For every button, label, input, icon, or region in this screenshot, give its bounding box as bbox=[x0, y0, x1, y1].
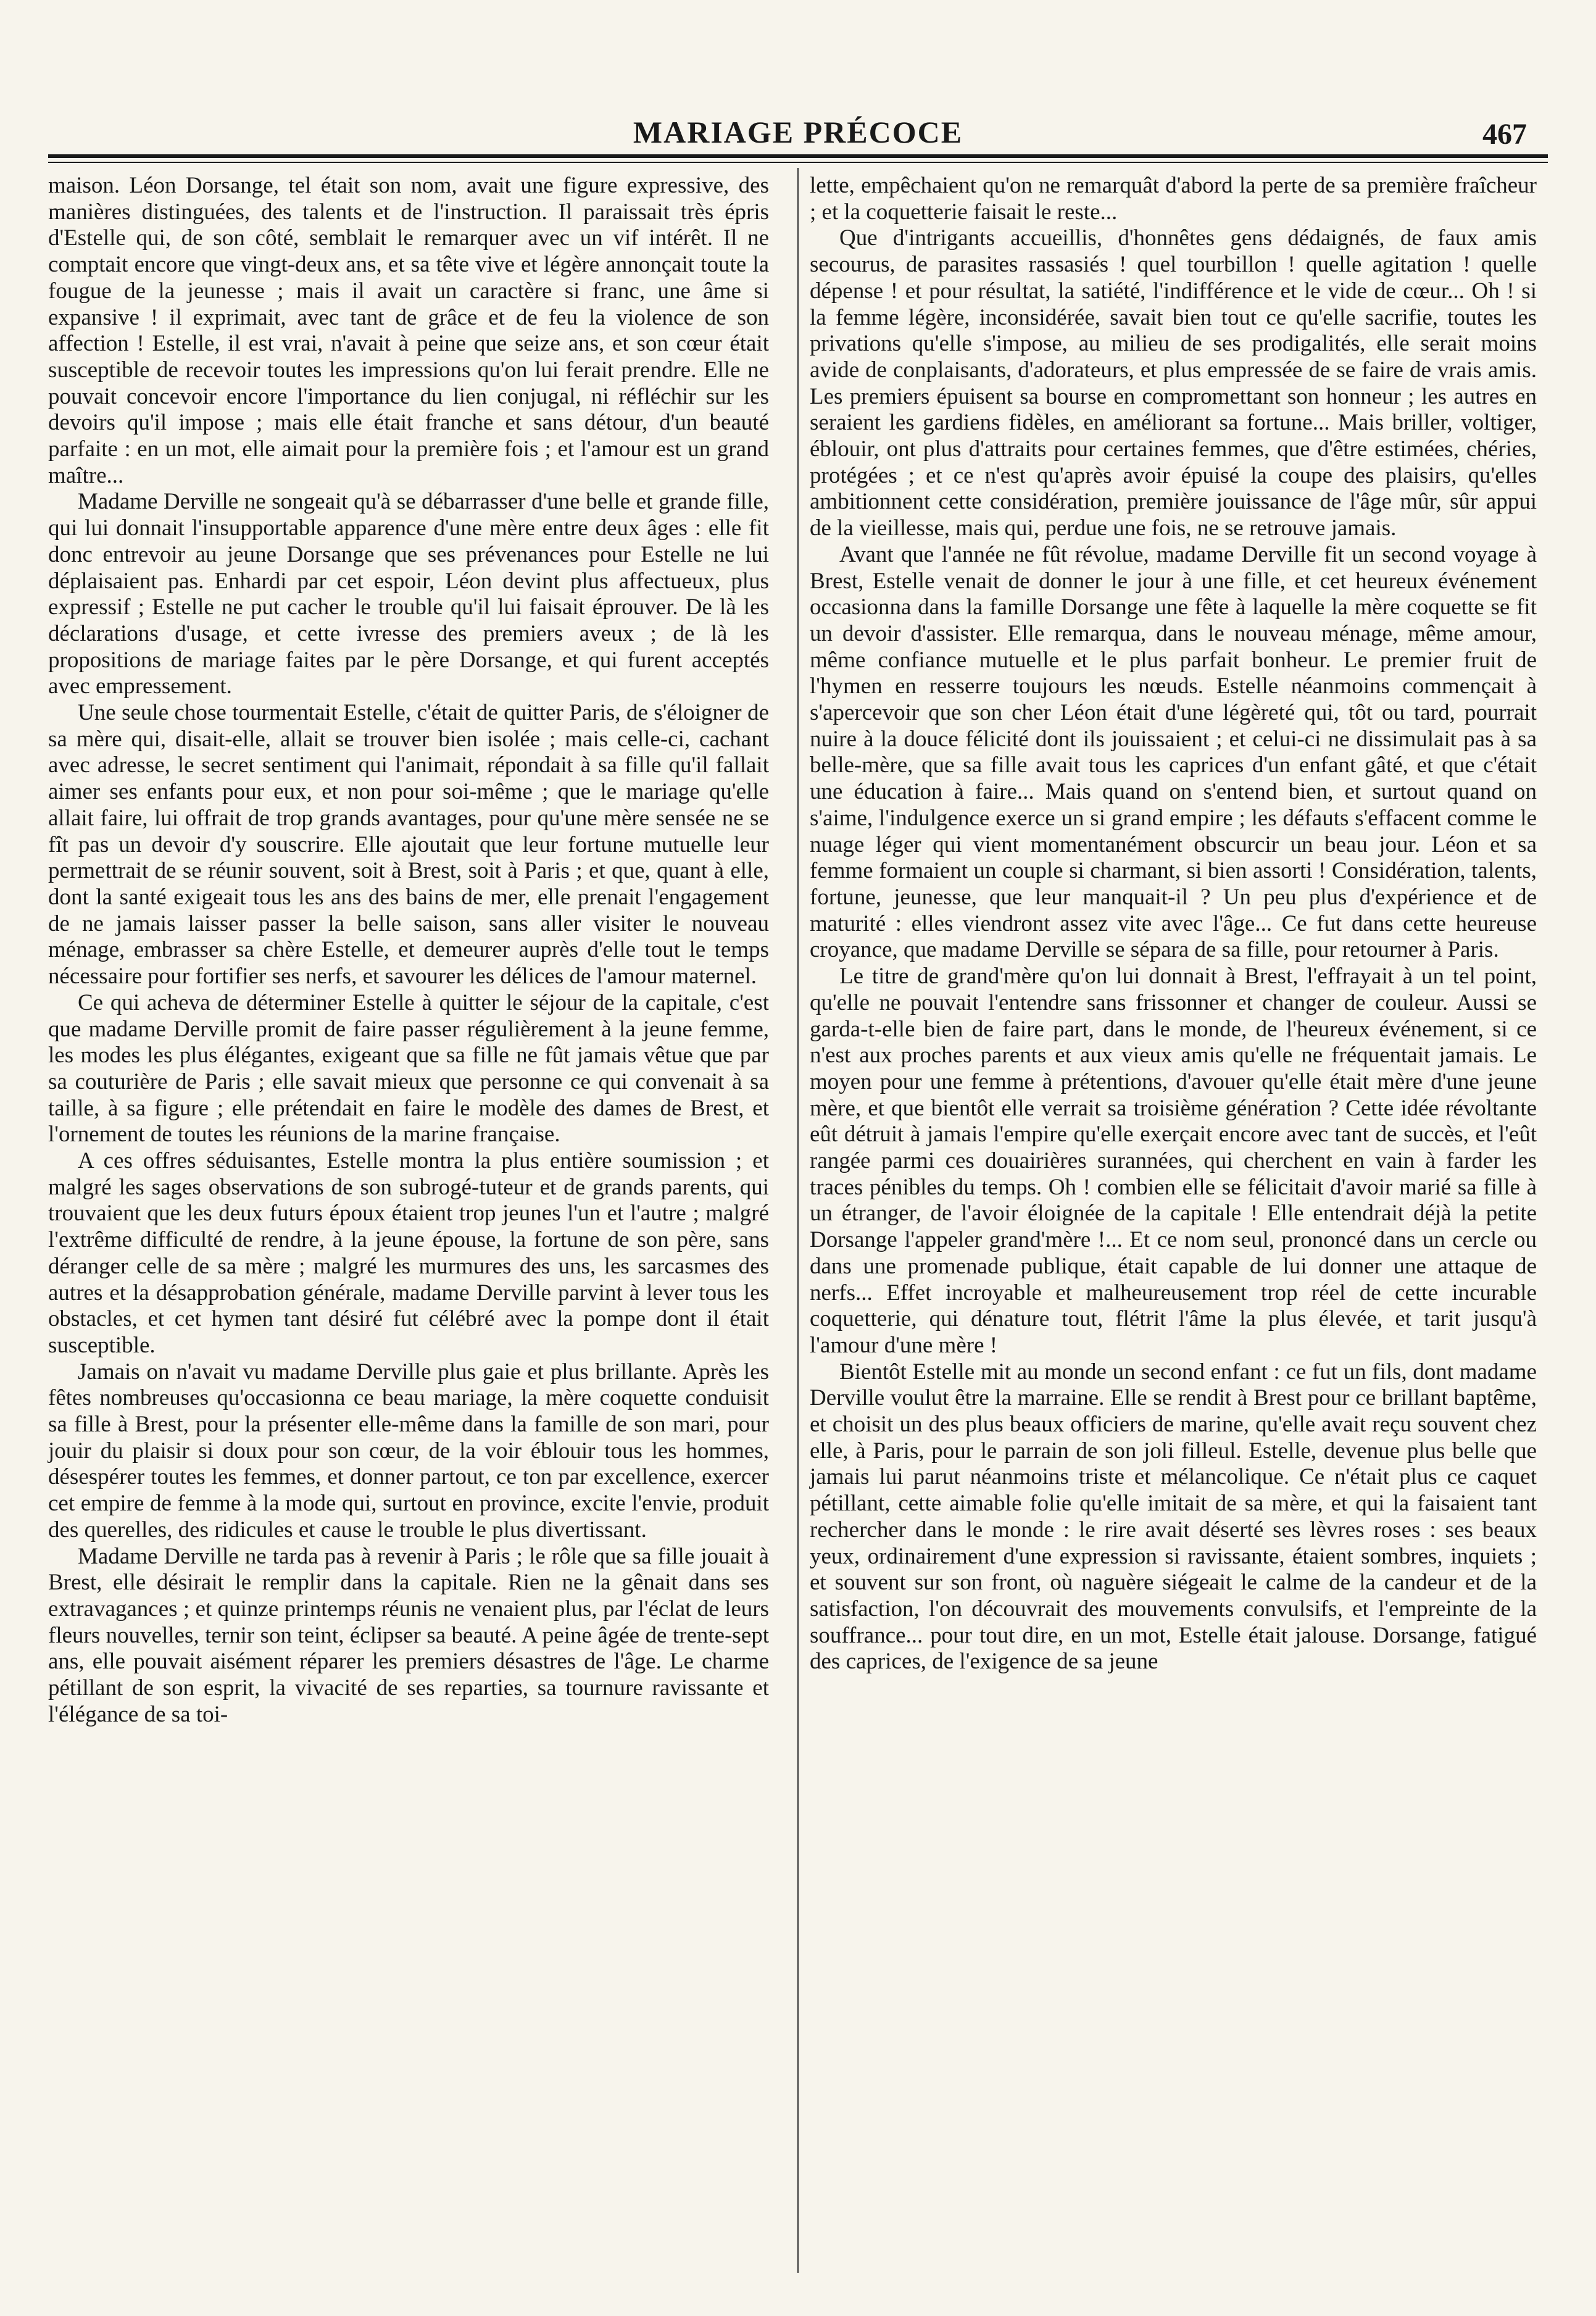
paragraph: Bientôt Estelle mit au monde un second enfant : ce fut un fils, dont madame Derville voulut être la marraine. Elle se rendit à Brest pour ce brillant baptême, et choisit un des plus beaux officiers de marine, qu'elle avait reçu souvent chez elle, à Paris, pour le parrain de son joli filleul. Estelle, devenue plus belle que jamais lui parut néanmoins triste et mélancolique. Ce n'était plus ce caquet pétillant, cette aimable folie qu'elle imitait de sa mère, et qui la faisaient tant rechercher dans le monde : le rire avait déserté ses lèvres roses : ses beaux yeux, ordinairement d'une expression si ravissante, étaient sombres, inquiets ; et souvent sur son front, où naguère siégeait le calme de la candeur et de la satisfaction, l'on découvrait des mouvements convulsifs, et l'empreinte de la souffrance... pour tout dire, en un mot, Estelle était jalouse. Dorsange, fatigué des caprices, de l'exigence de sa jeune bbox=[810, 1359, 1537, 1675]
paragraph: Madame Derville ne songeait qu'à se débarrasser d'une belle et grande fille, qui lui donnait l'insupportable apparence d'une mère entre deux âges : elle fit donc entrevoir au jeune Dorsange que ses prévenances pour Estelle ne lui déplaisaient pas. Enhardi par cet espoir, Léon devint plus affectueux, plus expressif ; Estelle ne put cacher le trouble qu'il lui faisait éprouver. De là les déclarations d'usage, et cette ivresse des premiers aveux ; de là les propositions de mariage faites par le père Dorsange, et qui furent acceptés avec empressement. bbox=[48, 489, 769, 699]
paragraph: lette, empêchaient qu'on ne remarquât d'abord la perte de sa première fraîcheur ; et la coquetterie faisait le reste... bbox=[810, 173, 1537, 225]
paragraph: Le titre de grand'mère qu'on lui donnait à Brest, l'effrayait à un tel point, qu'elle ne pouvait l'entendre sans frissonner et changer de couleur. Aussi se garda-t-elle bien de faire part, dans le monde, de l'heureux événement, si ce n'est aux proches parents et aux vieux amis qu'elle ne fréquentait jamais. Le moyen pour une femme à prétentions, d'avouer qu'elle était mère d'une jeune mère, et que bientôt elle verrait sa troisième génération ? Cette idée révoltante eût détruit à jamais l'empire qu'elle exerçait encore avec tant de succès, et l'eût rangée parmi ces douairières surannées, qui cherchent en vain à farder les traces pénibles du temps. Oh ! combien elle se félicitait d'avoir marié sa fille à un étranger, de l'avoir éloignée de la capitale ! Elle entendrait déjà la petite Dorsange l'appeler grand'mère !... Et ce nom seul, prononcé dans un cercle ou dans une promenade publique, était capable de lui donner une attaque de nerfs... Effet incroyable et malheureusement trop réel de cette incurable coquetterie, qui dénature tout, flétrit l'âme la plus élevée, et tarit jusqu'à l'amour d'une mère ! bbox=[810, 964, 1537, 1358]
paragraph: Que d'intrigants accueillis, d'honnêtes gens dédaignés, de faux amis secourus, de parasites rassasiés ! quel tourbillon ! quelle agitation ! quelle dépense ! et pour résultat, la satiété, l'indifférence et le vide de cœur... Oh ! si la femme légère, inconsidérée, savait bien tout ce qu'elle sacrifie, toutes les privations qu'elle s'impose, au milieu de ses prodigalités, elle serait moins avide de conplaisants, d'adorateurs, et plus empressée de se faire de vrais amis. Les premiers épuisent sa bourse en compromettant son honneur ; les autres en seraient les gardiens fidèles, en améliorant sa fortune... Mais briller, voltiger, éblouir, ont plus d'attraits pour certaines femmes, que d'être estimées, chéries, protégées ; et ce n'est qu'après avoir épuisé la coupe des plaisirs, qu'elles ambitionnent cette considération, première jouissance de l'âge mûr, sûr appui de la vieillesse, mais qui, perdue une fois, ne se retrouve jamais. bbox=[810, 225, 1537, 541]
left-column bbox=[48, 173, 769, 1728]
paragraph: maison. Léon Dorsange, tel était son nom, avait une figure expressive, des manières distinguées, des talents et de l'instruction. Il paraissait très épris d'Estelle qui, de son côté, semblait le remarquer avec un vif intérêt. Il ne comptait encore que vingt-deux ans, et sa tête vive et légère annonçait toute la fougue de la jeunesse ; mais il avait un caractère si franc, une âme si expansive ! il exprimait, avec tant de grâce et de feu la violence de son affection ! Estelle, il est vrai, n'avait à peine que seize ans, et son cœur était susceptible de recevoir toutes les impressions qu'on lui ferait prendre. Elle ne pouvait concevoir encore l'importance du lien conjugal, ni réfléchir sur les devoirs qu'il impose ; mais elle était franche et sans détour, d'un beauté parfaite : en un mot, elle aimait pour la première fois ; et l'amour est un grand maître... bbox=[48, 173, 769, 488]
paragraph: Une seule chose tourmentait Estelle, c'était de quitter Paris, de s'éloigner de sa mère qui, disait-elle, allait se trouver bien isolée ; mais celle-ci, cachant avec adresse, le secret sentiment qui l'animait, répondait à sa fille qu'il fallait aimer ses enfants pour eux, et non pour soi-même ; que le mariage qu'elle allait faire, lui offrait de trop grands avantages, pour qu'une mère sensée ne se fît pas un devoir d'y souscrire. Elle ajoutait que leur fortune mutuelle leur permettrait de se réunir souvent, soit à Brest, soit à Paris ; et que, quant à elle, dont la santé exigeait tous les ans des bains de mer, elle prenait l'engagement de ne jamais laisser passer la belle saison, sans aller visiter le nouveau ménage, embrasser sa chère Estelle, et demeurer auprès d'elle tout le temps nécessaire pour fortifier ses nerfs, et savourer les délices de l'amour maternel. bbox=[48, 700, 769, 989]
header-rule-thick bbox=[48, 154, 1548, 158]
page-number: 467 bbox=[1482, 118, 1527, 151]
right-column bbox=[810, 173, 1537, 1675]
paragraph: Avant que l'année ne fût révolue, madame Derville fit un second voyage à Brest, Estelle venait de donner le jour à une fille, et cet heureux événement occasionna dans la famille Dorsange une fête à laquelle la mère coquette se fit un devoir d'assister. Elle remarqua, dans le nouveau ménage, même amour, même confiance mutuelle et le plus parfait bonheur. Le premier fruit de l'hymen en resserre toujours les nœuds. Estelle néanmoins commençait à s'apercevoir que son cher Léon était d'une légèreté qui, tôt ou tard, pourrait nuire à la douce félicité dont ils jouissaient ; et celui-ci ne dissimulait pas à sa belle-mère, que sa fille avait tous les caprices d'un enfant gâté, et que c'était une éducation à faire... Mais quand on s'entend bien, et surtout quand on s'aime, l'indulgence exerce un si grand empire ; les défauts s'effacent comme le nuage léger qui vient momentanément obscurcir un beau jour. Léon et sa femme formaient un couple si charmant, si bien assorti ! Considération, talents, fortune, jeunesse, que leur manquait-il ? Un peu plus d'expérience et de maturité : elles viendront assez vite avec l'âge... Ce fut dans cette heureuse croyance, que madame Derville se sépara de sa fille, pour retourner à Paris. bbox=[810, 541, 1537, 963]
paragraph: A ces offres séduisantes, Estelle montra la plus entière soumission ; et malgré les sages observations de son subrogé-tuteur et de grands parents, qui trouvaient que les deux futurs époux étaient trop jeunes l'un et l'autre ; malgré l'extrême difficulté de rendre, à la jeune épouse, la fortune de son père, sans déranger celle de sa mère ; malgré les murmures des uns, les sarcasmes des autres et la désapprobation générale, madame Derville parvint à lever tous les obstacles, et cet hymen tant désiré fut célébré avec la pompe dont il était susceptible. bbox=[48, 1148, 769, 1358]
paragraph: Madame Derville ne tarda pas à revenir à Paris ; le rôle que sa fille jouait à Brest, elle désirait le remplir dans la capitale. Rien ne la gênait dans ses extravagances ; et quinze printemps réunis ne venaient plus, par l'éclat de leurs fleurs nouvelles, ternir son teint, éclipser sa beauté. A peine âgée de trente-sept ans, elle pouvait aisément réparer les premiers désastres de l'âge. Le charme pétillant de son esprit, la vivacité de ses reparties, sa tournure ravissante et l'élégance de sa toi- bbox=[48, 1543, 769, 1727]
running-title: MARIAGE PRÉCOCE bbox=[633, 115, 963, 149]
paragraph: Jamais on n'avait vu madame Derville plus gaie et plus brillante. Après les fêtes nombreuses qu'occasionna ce beau mariage, la mère coquette conduisit sa fille à Brest, pour la présenter elle-même dans la famille de son mari, pour jouir du plaisir si doux pour son cœur, de la voir éblouir tous les hommes, désespérer toutes les femmes, et donner partout, ce ton par excellence, exercer cet empire de femme à la mode qui, surtout en province, excite l'envie, produit des querelles, des ridicules et cause le trouble le plus divertissant. bbox=[48, 1359, 769, 1543]
header-rule-thin bbox=[48, 162, 1548, 163]
column-separator bbox=[797, 168, 799, 2273]
paragraph: Ce qui acheva de déterminer Estelle à quitter le séjour de la capitale, c'est que madame Derville promit de faire passer régulièrement à la jeune femme, les modes les plus élégantes, exigeant que sa fille ne fût jamais vêtue que par sa couturière de Paris ; elle savait mieux que personne ce qui convenait à sa taille, à sa figure ; elle prétendait en faire le modèle des dames de Brest, et l'ornement de toutes les réunions de la marine française. bbox=[48, 989, 769, 1148]
